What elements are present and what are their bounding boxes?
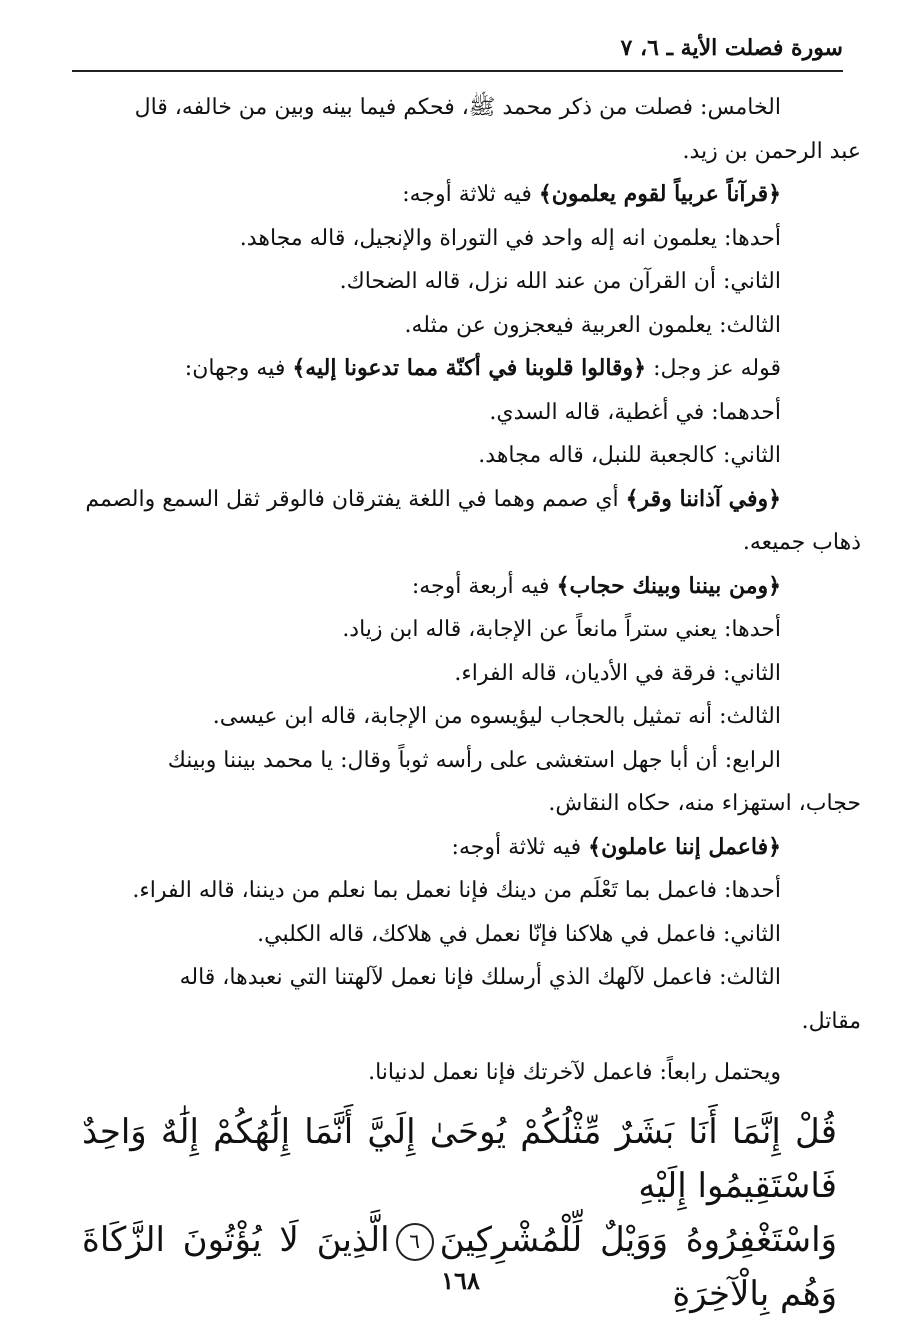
- verse-heading: ﴿فاعمل إننا عاملون﴾ فيه ثلاثة أوجه:: [451, 833, 781, 860]
- verse-quote: ﴿فاعمل إننا عاملون﴾: [588, 833, 781, 860]
- verse-heading: ﴿وفي آذاننا وقر﴾ أي صمم وهما في اللغة يفترقان فالوقر ثقل السمع والصمم: [85, 485, 781, 512]
- paragraph: الثالث: فاعمل لآلهك الذي أرسلك فإنا نعمل لآلهتنا التي نعبدها، قاله: [179, 965, 781, 990]
- paragraph: أحدهما: في أغطية، قاله السدي.: [489, 399, 781, 425]
- ayah-number-marker: ٦: [396, 1223, 434, 1261]
- paragraph-continuation: حجاب، استهزاء منه، حكاه النقاش.: [548, 791, 861, 816]
- quran-line: قُلْ إِنَّمَا أَنَا بَشَرٌ مِّثْلُكُمْ يُوحَىٰ إِلَيَّ أَنَّمَا إِلَٰهُكُمْ إِلَٰهٌ وَاحِدٌ فَاسْتَقِيمُوا إِلَيْهِ: [82, 1112, 837, 1206]
- running-header: [72, 30, 843, 72]
- paragraph: الثاني: أن القرآن من عند الله نزل، قاله الضحاك.: [339, 269, 781, 294]
- verse-quote: ﴿ومن بيننا وبينك حجاب﴾: [556, 572, 781, 599]
- paragraph: الرابع: أن أبا جهل استغشى على رأسه ثوباً وقال: يا محمد بيننا وبينك: [167, 747, 781, 773]
- verse-heading: قوله عز وجل: ﴿وقالوا قلوبنا في أكنّة مما تدعونا إليه﴾ فيه وجهان:: [184, 355, 781, 381]
- paragraph: الثالث: أنه تمثيل بالحجاب ليؤيسوه من الإجابة، قاله ابن عيسى.: [212, 704, 781, 729]
- verse-heading: ﴿ومن بيننا وبينك حجاب﴾ فيه أربعة أوجه:: [411, 572, 781, 599]
- paragraph: الثاني: كالجعبة للنبل، قاله مجاهد.: [478, 443, 781, 468]
- paragraph: الخامس: فصلت من ذكر محمد ﷺ، فحكم فيما بينه وبين من خالفه، قال: [134, 95, 781, 120]
- page-number: ١٦٨: [441, 1266, 480, 1295]
- paragraph-continuation: عبد الرحمن بن زيد.: [682, 138, 861, 164]
- paragraph: أحدها: يعني ستراً مانعاً عن الإجابة، قاله ابن زياد.: [342, 617, 781, 642]
- verse-quote: ﴿وفي آذاننا وقر﴾: [625, 485, 781, 512]
- paragraph: أحدها: فاعمل بما تَعْلَم من دينك فإنا نعمل بما نعلم من ديننا، قاله الفراء.: [132, 878, 781, 903]
- paragraph: الثالث: يعلمون العربية فيعجزون عن مثله.: [404, 312, 781, 338]
- paragraph: الثاني: فاعمل في هلاكنا فإنّا نعمل في هلاكك، قاله الكلبي.: [257, 921, 781, 947]
- paragraph-continuation: مقاتل.: [801, 1008, 861, 1034]
- header-title: سورة فصلت الأية ـ ٦، ٧: [620, 35, 843, 61]
- paragraph: أحدها: يعلمون انه إله واحد في التوراة والإنجيل، قاله مجاهد.: [239, 225, 781, 251]
- verse-heading: ﴿قرآناً عربياً لقوم يعلمون﴾ فيه ثلاثة أوجه:: [402, 181, 781, 207]
- verse-quote: ﴿قرآناً عربياً لقوم يعلمون﴾: [538, 181, 781, 207]
- quran-line: وَاسْتَغْفِرُوهُ وَوَيْلٌ لِّلْمُشْرِكِينَ٦الَّذِينَ لَا يُؤْتُونَ الزَّكَاةَ وَهُم بِالْآخِرَةِ: [82, 1220, 837, 1314]
- paragraph: ويحتمل رابعاً: فاعمل لآخرتك فإنا نعمل لدنيانا.: [368, 1060, 781, 1085]
- paragraph: الثاني: فرقة في الأديان، قاله الفراء.: [454, 660, 781, 686]
- verse-quote: ﴿وقالوا قلوبنا في أكنّة مما تدعونا إليه﴾: [292, 355, 647, 381]
- paragraph-continuation: ذهاب جميعه.: [742, 530, 861, 555]
- commentary-body: [72, 86, 861, 1095]
